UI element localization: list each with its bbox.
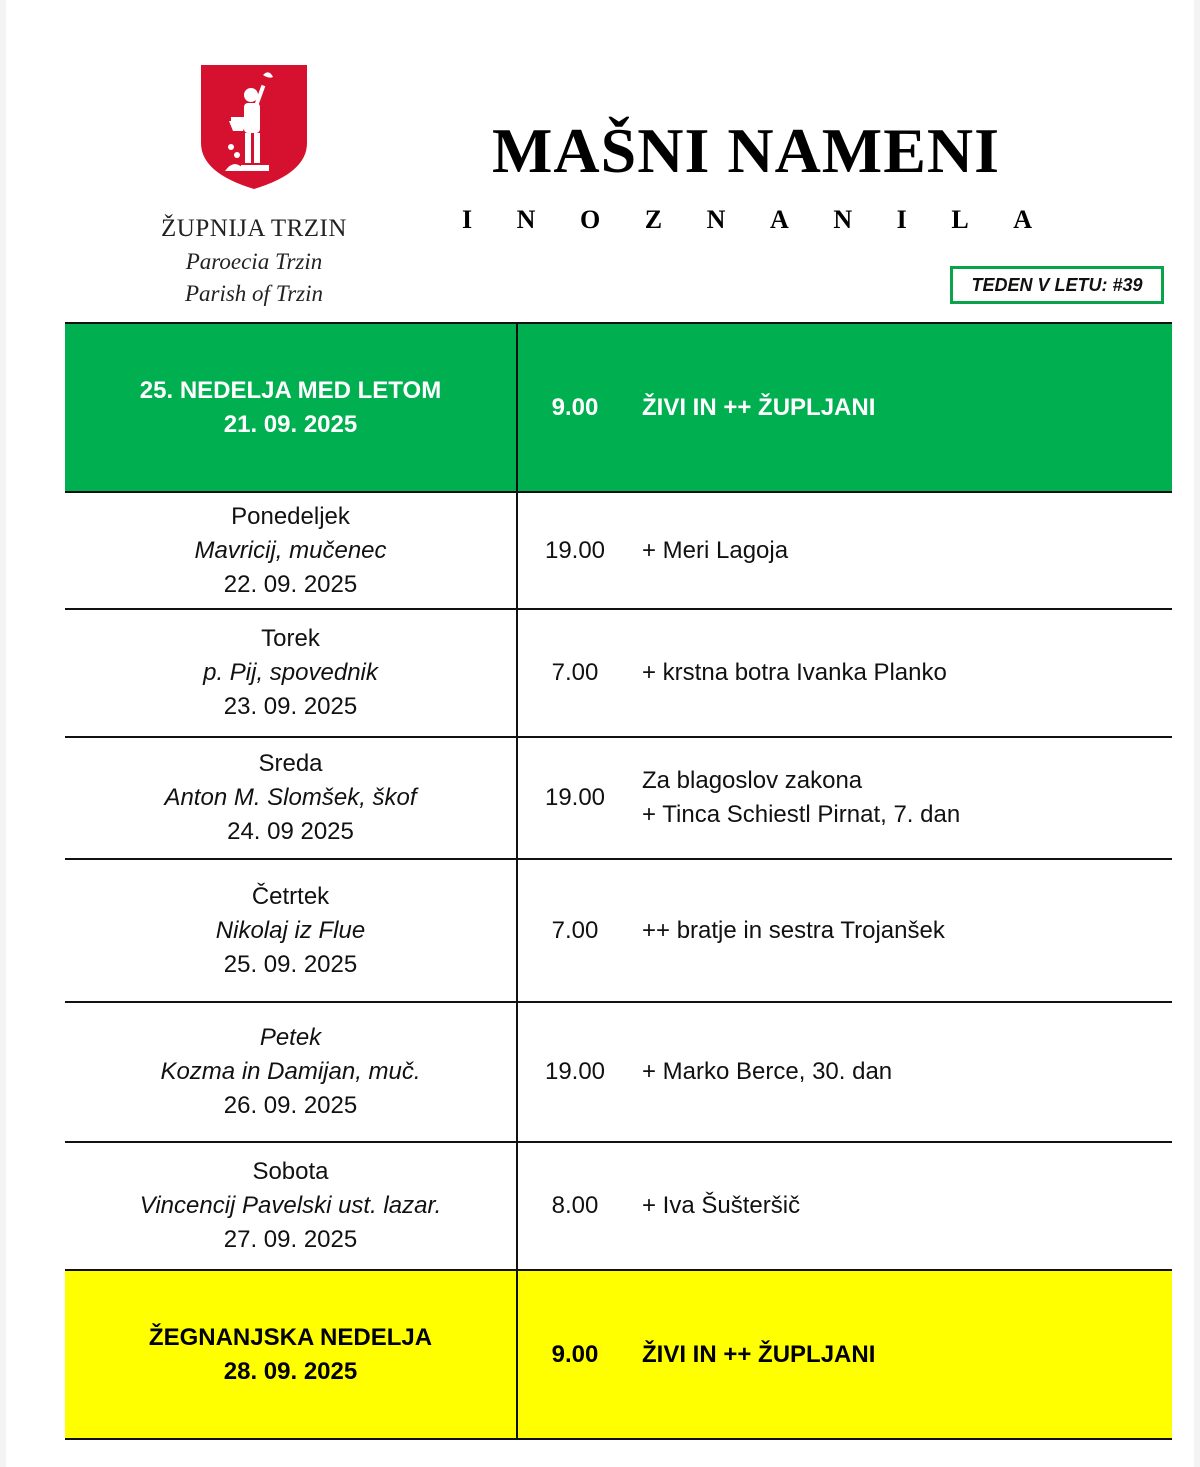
- intention-cell: [632, 324, 1172, 491]
- day-date: 26. 09. 2025: [223, 1092, 358, 1119]
- day-date: 28. 09. 2025: [223, 1357, 358, 1385]
- subtitle-letter: N: [516, 205, 536, 234]
- mass-intention: ++ bratje in sestra Trojanšek: [642, 916, 945, 944]
- mass-schedule-table: [65, 322, 1172, 1440]
- subtitle-letter: N: [833, 205, 853, 234]
- page-subtitle: [462, 205, 1032, 235]
- parish-crest-icon: [201, 65, 307, 189]
- intention-cell: [632, 493, 1172, 608]
- day-name: Sreda: [258, 750, 323, 777]
- day-name: Sobota: [252, 1158, 329, 1185]
- mass-time: 19.00: [544, 784, 606, 811]
- saint-name: Kozma in Damijan, muč.: [160, 1058, 421, 1085]
- day-cell: [65, 1143, 518, 1269]
- schedule-row: [65, 1143, 1172, 1271]
- day-cell: [65, 324, 518, 491]
- day-cell: [65, 1271, 518, 1438]
- mass-intention: + Iva Šušteršič: [642, 1192, 801, 1219]
- mass-intention: ŽIVI IN ++ ŽUPLJANI: [642, 393, 876, 421]
- day-date: 27. 09. 2025: [223, 1226, 358, 1253]
- intention-cell: [632, 610, 1172, 736]
- day-name: Ponedeljek: [231, 502, 350, 530]
- schedule-row: [65, 610, 1172, 738]
- mass-time: 9.00: [551, 393, 599, 421]
- subtitle-letter: A: [770, 205, 789, 234]
- intention-cell: [632, 738, 1172, 858]
- page-title: MAŠNI NAMENI: [492, 115, 1000, 186]
- day-date: 21. 09. 2025: [223, 410, 358, 438]
- day-name: Četrtek: [251, 882, 330, 910]
- subtitle-letter: L: [951, 205, 969, 234]
- subtitle-letter: O: [580, 205, 601, 234]
- subtitle-letter: N: [706, 205, 726, 234]
- day-date: 24. 09 2025: [227, 818, 354, 845]
- subtitle-letter: I: [462, 205, 473, 234]
- day-date: 22. 09. 2025: [223, 570, 358, 598]
- day-date: 23. 09. 2025: [223, 693, 358, 720]
- schedule-row: [65, 1271, 1172, 1440]
- mass-intention: + krstna botra Ivanka Planko: [642, 659, 947, 686]
- schedule-row: [65, 1003, 1172, 1143]
- day-cell: [65, 1003, 518, 1141]
- saint-name: Mavricij, mučenec: [194, 536, 387, 564]
- mass-time: 9.00: [551, 1340, 599, 1368]
- day-cell: [65, 738, 518, 858]
- intention-cell: [632, 1271, 1172, 1438]
- parish-name-english: Parish of Trzin: [184, 281, 324, 306]
- mass-intention: + Marko Berce, 30. dan: [642, 1058, 893, 1085]
- schedule-row: [65, 738, 1172, 860]
- mass-intention: + Meri Lagoja: [642, 536, 789, 564]
- intention-cell: [632, 1003, 1172, 1141]
- day-cell: [65, 860, 518, 1001]
- day-name: 25. NEDELJA MED LETOM: [139, 376, 442, 404]
- schedule-row: [65, 860, 1172, 1003]
- intention-cell: [632, 860, 1172, 1001]
- mass-time: 19.00: [544, 536, 606, 564]
- intention-cell: [632, 1143, 1172, 1269]
- parish-name-latin: Paroecia Trzin: [185, 249, 323, 274]
- mass-time: 19.00: [544, 1058, 606, 1085]
- day-cell: [65, 493, 518, 608]
- subtitle-letter: A: [1013, 205, 1032, 234]
- week-number-badge: TEDEN V LETU: #39: [950, 266, 1164, 304]
- saint-name: Nikolaj iz Flue: [215, 916, 366, 944]
- mass-intention: Za blagoslov zakona: [642, 767, 863, 794]
- day-name: Petek: [259, 1024, 322, 1051]
- schedule-row: [65, 322, 1172, 493]
- mass-time: 7.00: [551, 659, 599, 686]
- saint-name: p. Pij, spovednik: [203, 659, 378, 686]
- mass-intention: + Tinca Schiestl Pirnat, 7. dan: [642, 801, 961, 828]
- subtitle-letter: I: [896, 205, 907, 234]
- mass-time: 8.00: [551, 1192, 599, 1219]
- day-cell: [65, 610, 518, 736]
- saint-name: Anton M. Slomšek, škof: [164, 784, 417, 811]
- mass-intention: ŽIVI IN ++ ŽUPLJANI: [642, 1340, 876, 1368]
- bulletin-page: [6, 0, 1194, 1467]
- subtitle-letter: Z: [644, 205, 663, 234]
- day-name: ŽEGNANJSKA NEDELJA: [148, 1323, 433, 1351]
- schedule-row: [65, 493, 1172, 610]
- day-date: 25. 09. 2025: [223, 950, 358, 978]
- mass-time: 7.00: [551, 916, 599, 944]
- day-name: Torek: [261, 625, 320, 652]
- parish-name: ŽUPNIJA TRZIN: [161, 215, 347, 242]
- saint-name: Vincencij Pavelski ust. lazar.: [139, 1192, 442, 1219]
